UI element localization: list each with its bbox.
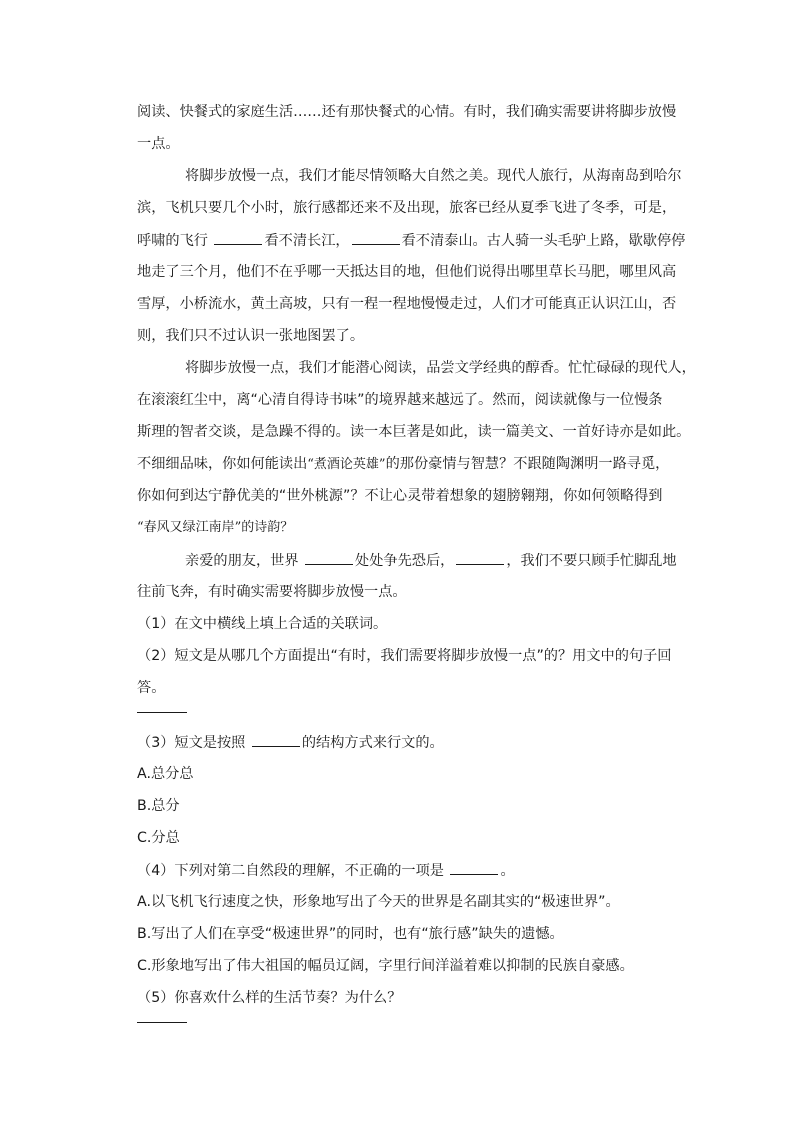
fill-blank-3[interactable] bbox=[305, 550, 353, 565]
paragraph-3-line-2: 在滚滚红尘中，离“心清自得诗书味”的境界越来越远了。然而，阅读就像与一位慢条 bbox=[137, 392, 663, 408]
text-run: 看不清长江， bbox=[264, 233, 350, 249]
fill-blank-4[interactable] bbox=[456, 550, 504, 565]
q3-option-a[interactable]: A.总分总 bbox=[137, 766, 194, 782]
fill-blank-q3[interactable] bbox=[252, 732, 300, 747]
paragraph-3-line-6: “春风又绿江南岸”的诗韵？ bbox=[137, 520, 294, 535]
paragraph-2-line-6: 则，我们只不过认识一张地图罢了。 bbox=[137, 328, 365, 344]
q4-option-b[interactable]: B.写出了人们在享受“极速世界”的同时，也有“旅行感”缺失的遗憾。 bbox=[137, 926, 564, 942]
answer-line-q5[interactable] bbox=[137, 1022, 187, 1023]
text-run: 的那份豪情与智慧？不跟随陶渊明一路寻觅， bbox=[385, 456, 670, 472]
paragraph-2-line-1: 将脚步放慢一点，我们才能尽情领略大自然之美。现代人旅行，从海南岛到哈尔 bbox=[185, 168, 682, 184]
text-run: 亲爱的朋友，世界 bbox=[185, 553, 304, 569]
text-run: （4）下列对第二自然段的理解，不正确的一项是 bbox=[137, 863, 449, 879]
paragraph-2-line-4: 地走了三个月，他们不在乎哪一天抵达目的地，但他们说得出哪里草长马肥，哪里风高 bbox=[137, 264, 677, 280]
paragraph-2-line-5: 雪厚，小桥流水，黄土高坡，只有一程一程地慢慢走过，人们才可能真正认识江山，否 bbox=[137, 296, 677, 312]
paragraph-3-line-5: 你如何到达宁静优美的“世外桃源”？不让心灵带着想象的翅膀翱翔，你如何领略得到 bbox=[137, 488, 663, 504]
paragraph-1-line-2: 一点。 bbox=[137, 136, 180, 152]
q3-option-c[interactable]: C.分总 bbox=[137, 830, 180, 846]
question-4 bbox=[137, 860, 677, 881]
text-run: 的结构方式来行文的。 bbox=[301, 735, 444, 751]
paragraph-2-line-2: 滨，飞机只要几个小时，旅行感都还来不及出现，旅客已经从夏季飞进了冬季，可是， bbox=[137, 200, 677, 216]
text-run: 呼啸的飞行 bbox=[137, 233, 213, 249]
q4-option-c[interactable]: C.形象地写出了伟大祖国的幅员辽阔，字里行间洋溢着难以抑制的民族自豪感。 bbox=[137, 958, 634, 974]
question-5: （5）你喜欢什么样的生活节奏？为什么？ bbox=[137, 990, 402, 1006]
paragraph-3-line-4 bbox=[137, 454, 677, 475]
text-run: 不细细品味，你如何能读出 bbox=[137, 456, 308, 472]
fill-blank-q4[interactable] bbox=[450, 860, 498, 875]
q3-option-b[interactable]: B.总分 bbox=[137, 798, 180, 814]
paragraph-4-line-1 bbox=[185, 550, 677, 571]
fill-blank-1[interactable] bbox=[214, 230, 262, 245]
text-run: 看不清泰山。古人骑一头毛驴上路，歇歇停停 bbox=[401, 233, 686, 249]
text-run: （3）短文是按照 bbox=[137, 735, 250, 751]
paragraph-3-line-3: 斯理的智者交谈，是急躁不得的。读一本巨著是如此，读一篇美文、一首好诗亦是如此。 bbox=[137, 424, 691, 440]
paragraph-4-line-2: 往前飞奔，有时确实需要将脚步放慢一点。 bbox=[137, 584, 407, 600]
question-3 bbox=[137, 732, 677, 753]
text-run: 。 bbox=[500, 863, 515, 879]
q4-option-a[interactable]: A.以飞机飞行速度之快，形象地写出了今天的世界是名副其实的“极速世界”。 bbox=[137, 894, 620, 910]
fill-blank-2[interactable] bbox=[352, 230, 400, 245]
text-run: 处处争先恐后， bbox=[355, 553, 455, 569]
question-2-line-1: （2）短文是从哪几个方面提出“有时，我们需要将脚步放慢一点”的？用文中的句子回 bbox=[137, 648, 672, 664]
text-run: ，我们不要只顾手忙脚乱地 bbox=[506, 553, 677, 569]
paragraph-2-line-3 bbox=[137, 230, 686, 251]
paragraph-1-line-1: 阅读、快餐式的家庭生活……还有那快餐式的心情。有时，我们确实需要讲将脚步放慢 bbox=[137, 104, 677, 120]
question-1: （1）在文中横线上填上合适的关联词。 bbox=[137, 616, 388, 632]
quoted-title: “煮酒论英雄” bbox=[307, 457, 386, 472]
paragraph-3-line-1: 将脚步放慢一点，我们才能潜心阅读，品尝文学经典的醇香。忙忙碌碌的现代人， bbox=[185, 360, 696, 376]
question-2-line-2: 答。 bbox=[137, 680, 166, 696]
answer-line-q2[interactable] bbox=[137, 712, 187, 713]
